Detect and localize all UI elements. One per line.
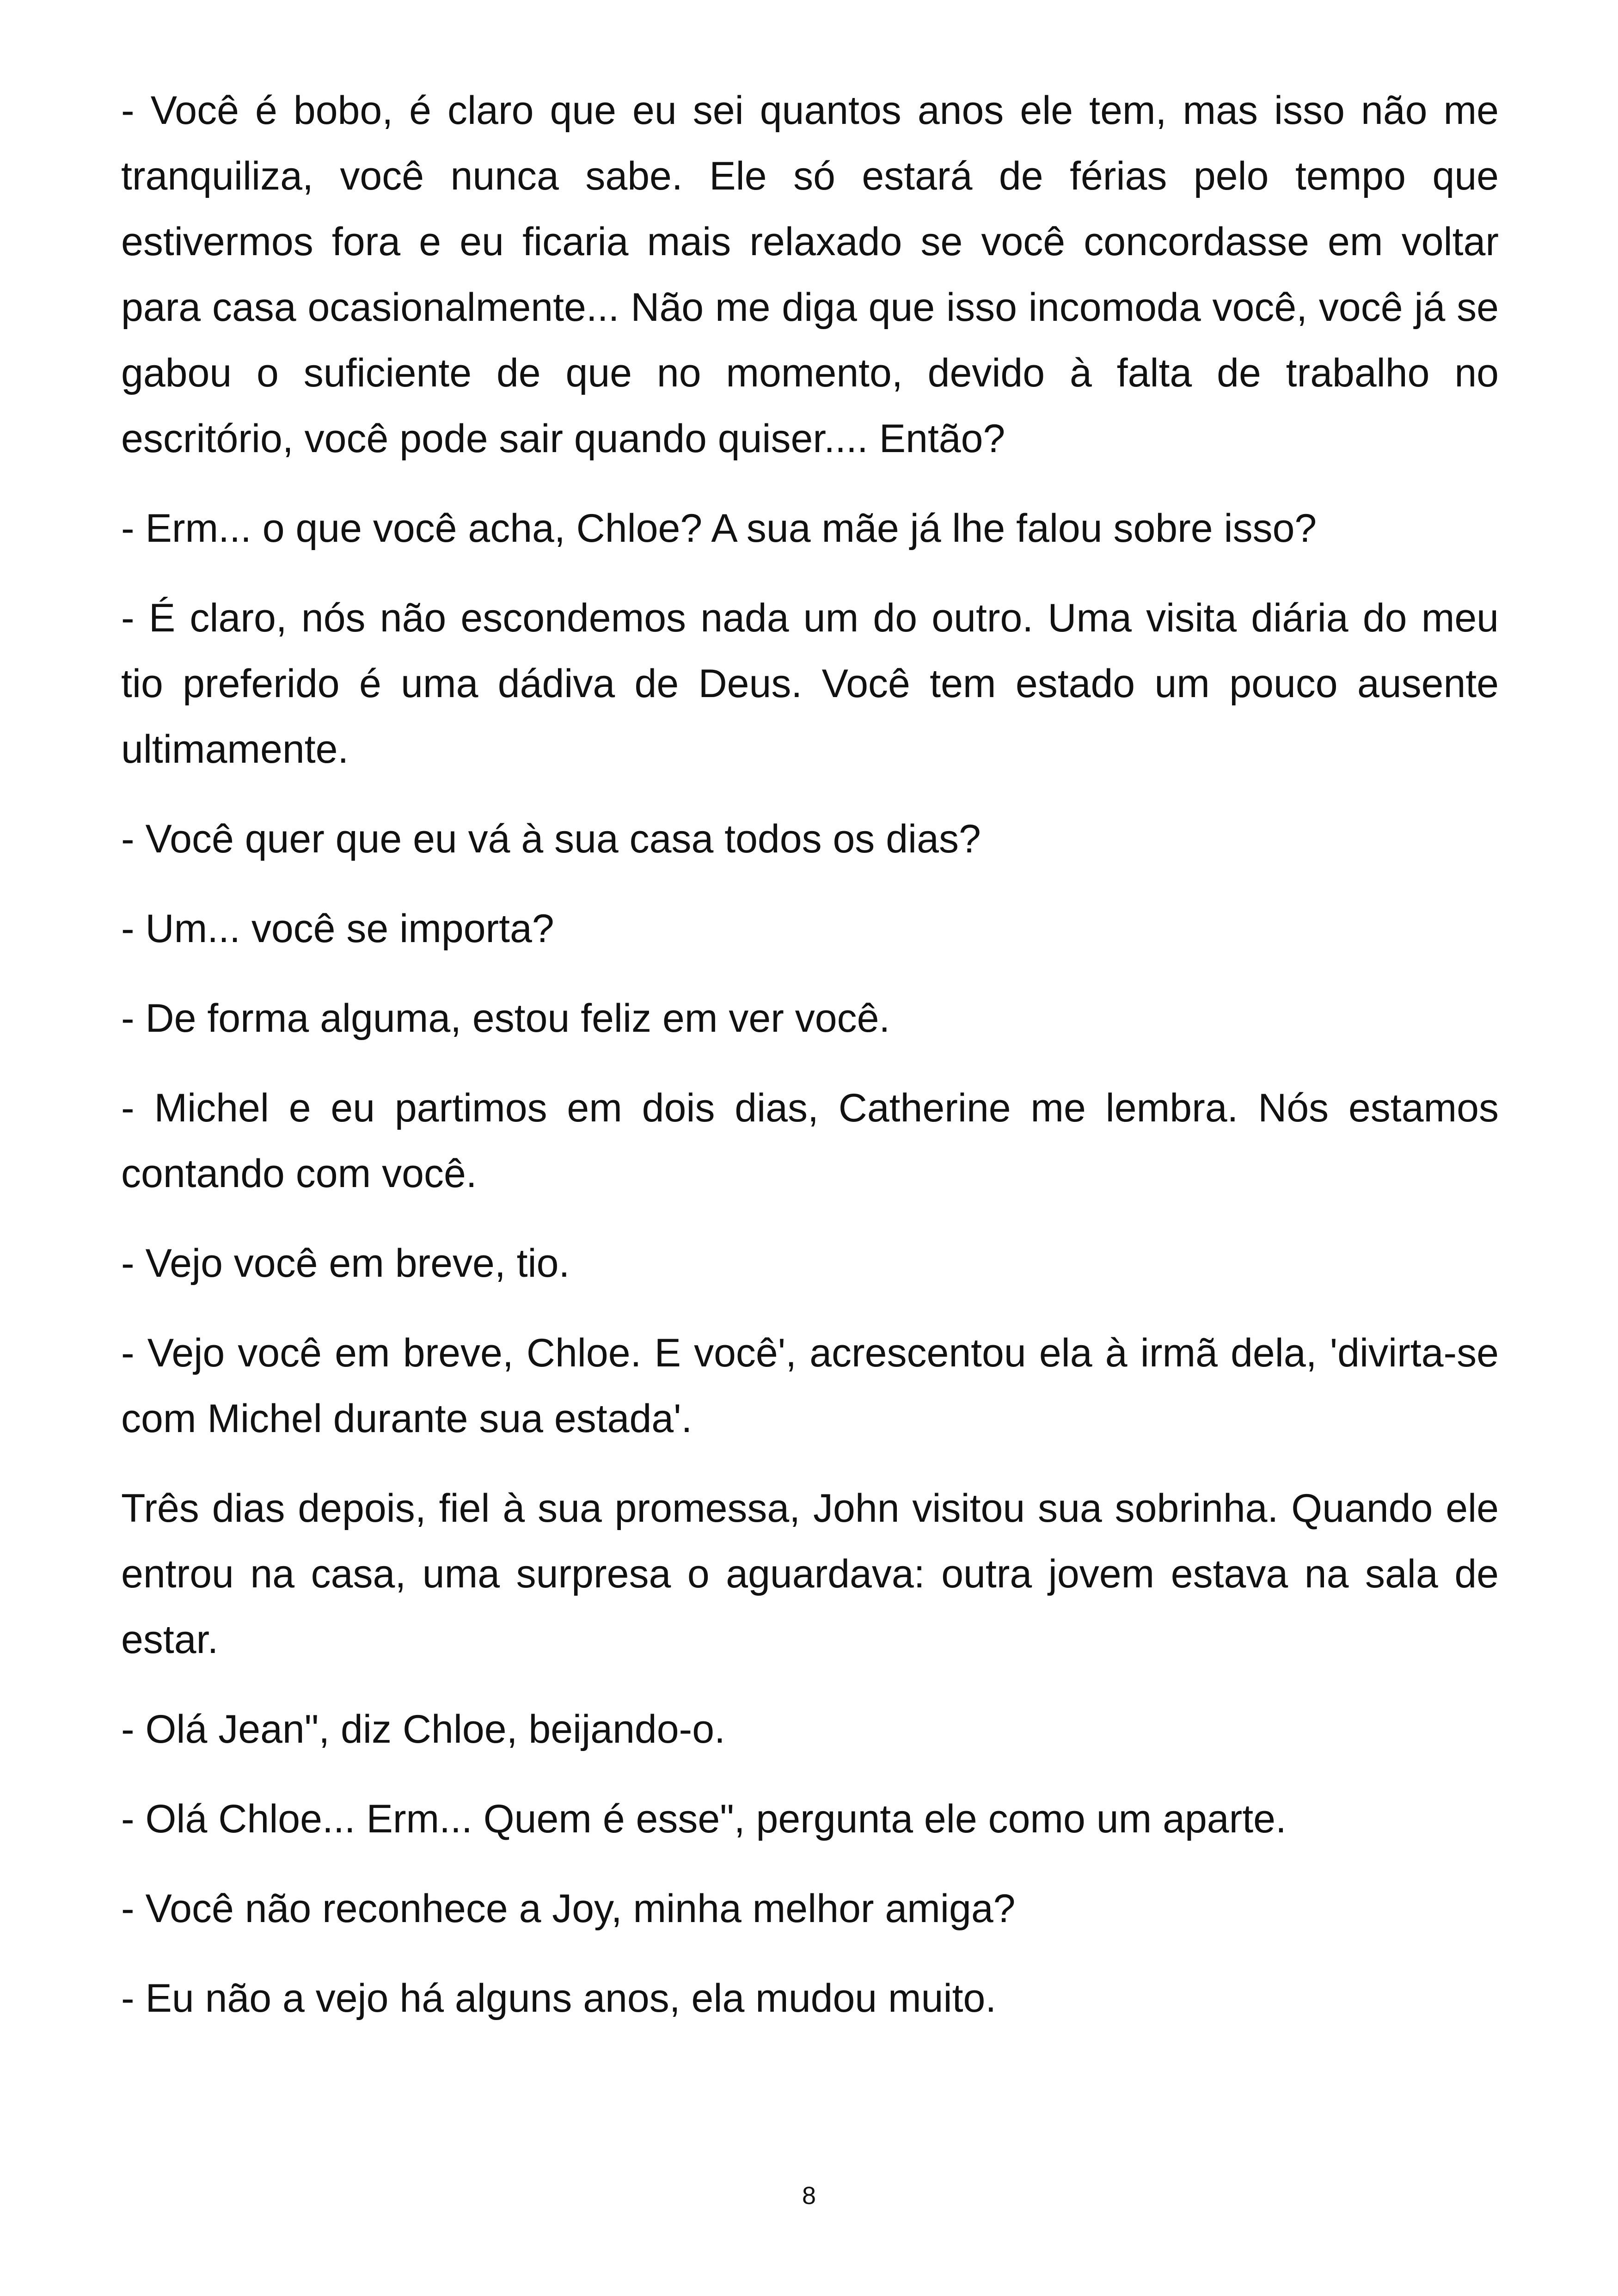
paragraph: - Erm... o que você acha, Chloe? A sua mãe já lhe falou sobre isso? [121, 506, 1317, 551]
paragraph: Três dias depois, fiel à sua promessa, John visitou sua sobrinha. Quando ele entrou na casa, uma surpresa o aguardava: outra jovem estava na sala de estar. [121, 1486, 1499, 1662]
body-text [121, 78, 1499, 2055]
paragraph: - Michel e eu partimos em dois dias, Catherine me lembra. Nós estamos contando com você. [121, 1086, 1499, 1196]
paragraph: - Vejo você em breve, tio. [121, 1241, 570, 1286]
paragraph: - Um... você se importa? [121, 906, 554, 951]
paragraph: - Vejo você em breve, Chloe. E você', acrescentou ela à irmã dela, 'divirta-se com Michel durante sua estada'. [121, 1331, 1499, 1441]
paragraph: - Você quer que eu vá à sua casa todos os dias? [121, 817, 981, 861]
paragraph: - De forma alguma, estou feliz em ver você. [121, 996, 890, 1041]
page-number: 8 [802, 2182, 816, 2210]
paragraph: - Eu não a vejo há alguns anos, ela mudou muito. [121, 1976, 997, 2020]
paragraph: - Você não reconhece a Joy, minha melhor amiga? [121, 1886, 1016, 1931]
paragraph: - Olá Jean", diz Chloe, beijando-o. [121, 1707, 725, 1751]
paragraph: - É claro, nós não escondemos nada um do outro. Uma visita diária do meu tio preferido é uma dádiva de Deus. Você tem estado um pouco ausente ultimamente. [121, 596, 1499, 771]
paragraph: - Olá Chloe... Erm... Quem é esse", pergunta ele como um aparte. [121, 1797, 1287, 1841]
paragraph: - Você é bobo, é claro que eu sei quantos anos ele tem, mas isso não me tranquiliza, você nunca sabe. Ele só estará de férias pelo tempo que estivermos fora e eu ficaria mais relaxado se você concordasse em voltar para casa ocasionalmente... Não me diga que isso incomoda você, você já se gabou o suficiente de que no momento, devido à falta de trabalho no escritório, você pode sair quando quiser.... Então? [121, 88, 1499, 461]
